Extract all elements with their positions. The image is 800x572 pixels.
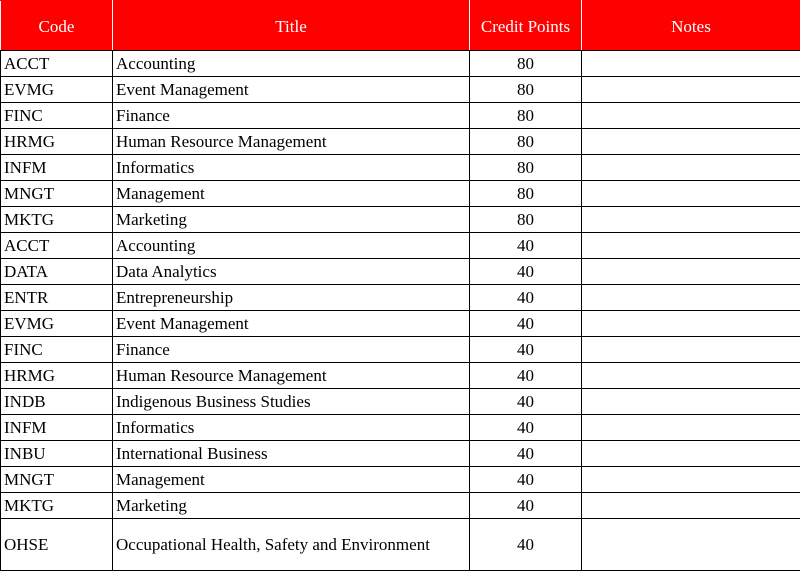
cell-code: MKTG <box>1 207 113 233</box>
cell-credit-points: 80 <box>470 77 582 103</box>
cell-notes <box>582 285 800 311</box>
table-row <box>1 233 800 259</box>
cell-title: Management <box>113 467 470 493</box>
table-row <box>1 441 800 467</box>
cell-code: HRMG <box>1 363 113 389</box>
header-code: Code <box>1 1 113 51</box>
cell-title: Event Management <box>113 77 470 103</box>
cell-title: Human Resource Management <box>113 129 470 155</box>
cell-title: Management <box>113 181 470 207</box>
cell-title: Informatics <box>113 155 470 181</box>
table-header <box>1 1 800 51</box>
header-notes: Notes <box>582 1 800 51</box>
table-row <box>1 493 800 519</box>
header-row <box>1 1 800 51</box>
table-body <box>1 51 800 571</box>
cell-code: ENTR <box>1 285 113 311</box>
cell-credit-points: 40 <box>470 285 582 311</box>
table-row <box>1 259 800 285</box>
header-credit-points: Credit Points <box>470 1 582 51</box>
cell-title: Data Analytics <box>113 259 470 285</box>
cell-code: ACCT <box>1 51 113 77</box>
cell-credit-points: 40 <box>470 233 582 259</box>
table-row <box>1 415 800 441</box>
cell-code: ACCT <box>1 233 113 259</box>
cell-notes <box>582 181 800 207</box>
cell-title: Event Management <box>113 311 470 337</box>
cell-credit-points: 40 <box>470 441 582 467</box>
cell-credit-points: 80 <box>470 129 582 155</box>
cell-title: International Business <box>113 441 470 467</box>
table-row <box>1 285 800 311</box>
cell-notes <box>582 155 800 181</box>
cell-notes <box>582 493 800 519</box>
table-row <box>1 337 800 363</box>
cell-notes <box>582 233 800 259</box>
cell-title: Marketing <box>113 493 470 519</box>
cell-notes <box>582 129 800 155</box>
cell-code: FINC <box>1 103 113 129</box>
cell-credit-points: 80 <box>470 51 582 77</box>
cell-title: Marketing <box>113 207 470 233</box>
table-row <box>1 77 800 103</box>
cell-code: EVMG <box>1 311 113 337</box>
cell-code: EVMG <box>1 77 113 103</box>
cell-notes <box>582 363 800 389</box>
cell-notes <box>582 259 800 285</box>
header-title: Title <box>113 1 470 51</box>
cell-code: MNGT <box>1 181 113 207</box>
cell-title: Accounting <box>113 233 470 259</box>
cell-title: Indigenous Business Studies <box>113 389 470 415</box>
cell-notes <box>582 389 800 415</box>
cell-code: INFM <box>1 415 113 441</box>
cell-code: MNGT <box>1 467 113 493</box>
cell-notes <box>582 467 800 493</box>
cell-credit-points: 80 <box>470 155 582 181</box>
cell-notes <box>582 337 800 363</box>
cell-credit-points: 40 <box>470 259 582 285</box>
cell-code: INBU <box>1 441 113 467</box>
table-row <box>1 155 800 181</box>
table-row <box>1 51 800 77</box>
cell-title: Finance <box>113 337 470 363</box>
cell-notes <box>582 207 800 233</box>
cell-notes <box>582 415 800 441</box>
cell-notes <box>582 519 800 571</box>
cell-notes <box>582 311 800 337</box>
table-row <box>1 103 800 129</box>
cell-credit-points: 40 <box>470 389 582 415</box>
table-row <box>1 181 800 207</box>
table-row <box>1 311 800 337</box>
table-row <box>1 467 800 493</box>
cell-code: HRMG <box>1 129 113 155</box>
cell-code: INFM <box>1 155 113 181</box>
table-row <box>1 389 800 415</box>
cell-notes <box>582 77 800 103</box>
cell-notes <box>582 441 800 467</box>
cell-code: INDB <box>1 389 113 415</box>
cell-credit-points: 40 <box>470 467 582 493</box>
cell-code: OHSE <box>1 519 113 571</box>
cell-credit-points: 80 <box>470 207 582 233</box>
cell-title: Accounting <box>113 51 470 77</box>
cell-title: Human Resource Management <box>113 363 470 389</box>
cell-credit-points: 40 <box>470 311 582 337</box>
cell-credit-points: 80 <box>470 103 582 129</box>
cell-credit-points: 40 <box>470 415 582 441</box>
cell-code: DATA <box>1 259 113 285</box>
cell-title: Finance <box>113 103 470 129</box>
cell-credit-points: 40 <box>470 493 582 519</box>
cell-credit-points: 40 <box>470 337 582 363</box>
cell-notes <box>582 51 800 77</box>
cell-notes <box>582 103 800 129</box>
table-row <box>1 519 800 571</box>
cell-credit-points: 40 <box>470 519 582 571</box>
table-row <box>1 129 800 155</box>
table-row <box>1 363 800 389</box>
table-row <box>1 207 800 233</box>
cell-title: Occupational Health, Safety and Environment <box>113 519 470 571</box>
cell-title: Entrepreneurship <box>113 285 470 311</box>
cell-credit-points: 80 <box>470 181 582 207</box>
cell-code: MKTG <box>1 493 113 519</box>
cell-code: FINC <box>1 337 113 363</box>
cell-title: Informatics <box>113 415 470 441</box>
cell-credit-points: 40 <box>470 363 582 389</box>
